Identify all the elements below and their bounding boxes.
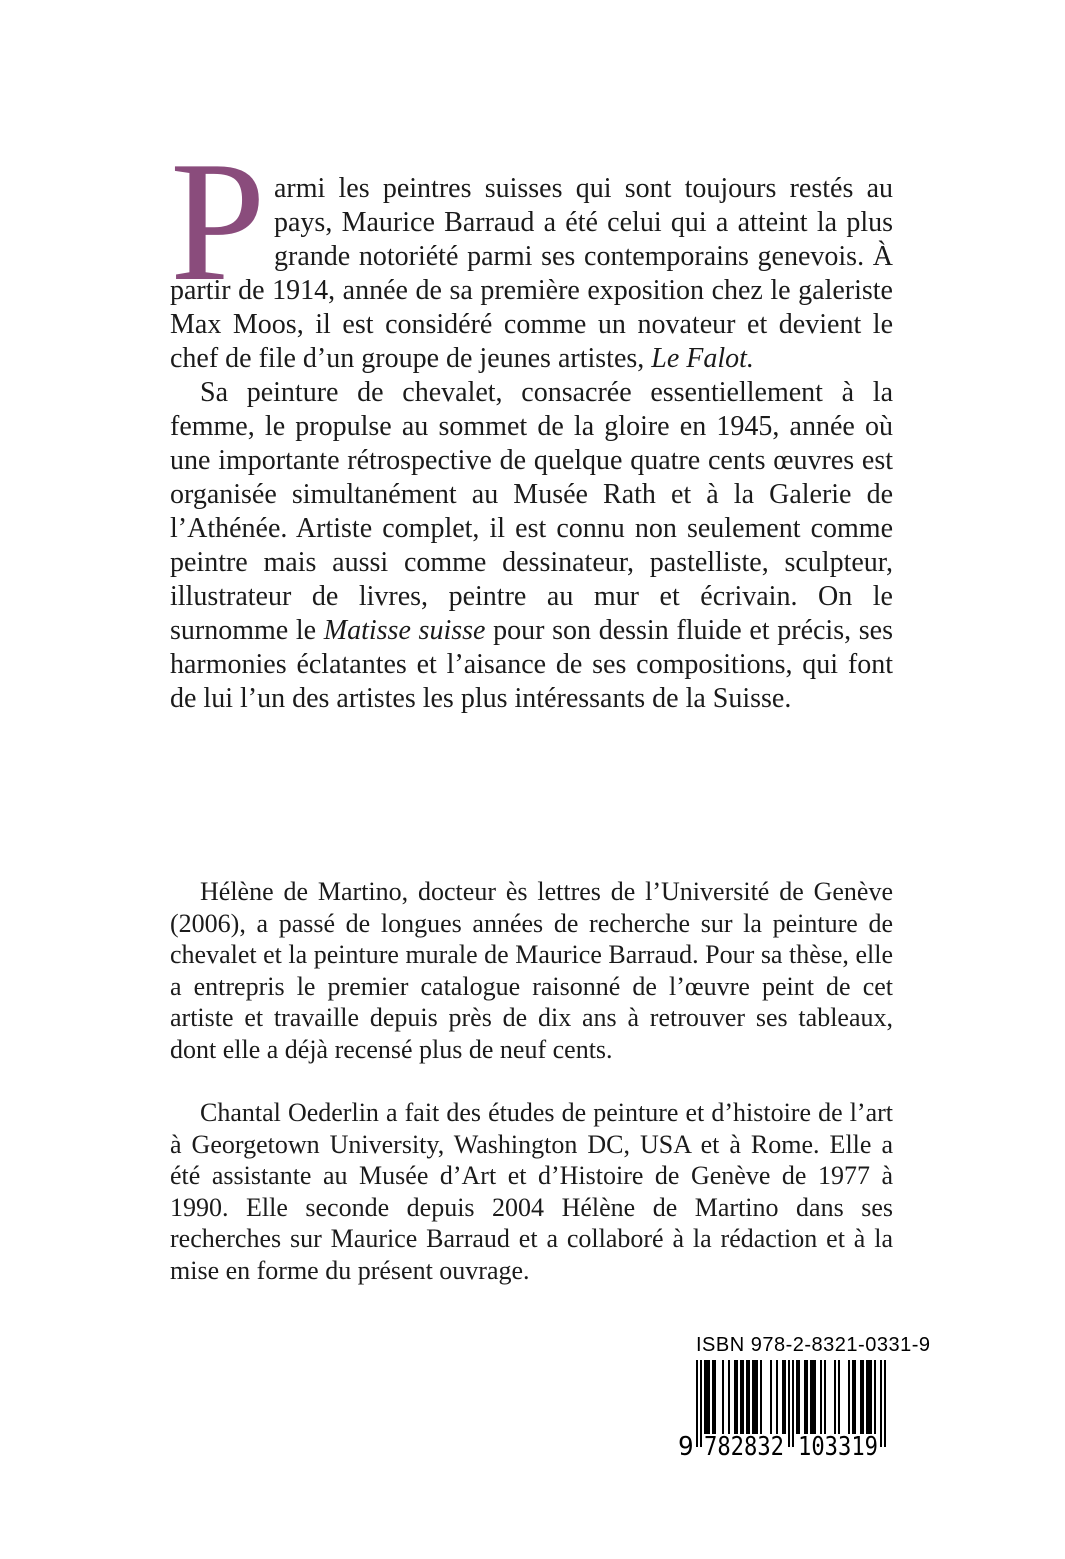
author-bios-block <box>170 876 893 1318</box>
synopsis-paragraph-2 <box>170 376 893 716</box>
synopsis-paragraph-1-text: armi les peintres suisses qui sont toujours restés au pays, Maurice Barraud a été celui qui a atteint la plus grande notoriété parmi ses contemporains genevois. À partir de 1914, année de sa première exposition chez le galeriste Max Moos, il est considéré comme un novateur et devient le chef de file d’un groupe de jeunes artistes, <box>170 173 893 374</box>
synopsis-paragraph-2-after: pour son dessin fluide et précis, ses harmonies éclatantes et l’aisance de ses compositions, qui font de lui l’un des artistes les plus intéressants de la Suisse. <box>170 615 894 714</box>
isbn-label: ISBN 978-2-8321-0331-9 <box>696 1334 931 1356</box>
synopsis-paragraph-1-italic: Le Falot. <box>651 343 754 374</box>
ean13-barcode-image <box>676 1360 888 1457</box>
ean-group1-digits: 782832 <box>704 1432 784 1457</box>
synopsis-paragraph-1 <box>170 127 893 376</box>
ean-first-digit: 9 <box>678 1432 694 1457</box>
dropcap-letter: P <box>170 127 266 317</box>
bio-helene-de-martino: Hélène de Martino, docteur ès lettres de l’Université de Genève (2006), a passé de longues années de recherche sur la peinture de chevalet et la peinture murale de Maurice Barraud. Pour sa thèse, elle a entrepris le premier catalogue raisonné de l’œuvre peint de cet artiste et travaille depuis près de dix ans à retrouver ses tableaux, dont elle a déjà recensé plus de neuf cents. <box>170 877 893 1064</box>
synopsis-block <box>170 127 894 716</box>
isbn-barcode <box>676 1334 931 1457</box>
bio-chantal-oederlin: Chantal Oederlin a fait des études de peinture et d’histoire de l’art à Georgetown University, Washington DC, USA et à Rome. Elle a été assistante au Musée d’Art et d’Histoire de Genève de 1977 à 1990. Elle seconde depuis 2004 Hélène de Martino dans ses recherches sur Maurice Barraud et a collaboré à la rédaction et à la mise en forme du présent ouvrage. <box>170 1098 893 1285</box>
synopsis-paragraph-2-text: Sa peinture de chevalet, consacrée essentiellement à la femme, le propulse au sommet de la gloire en 1945, année où une importante rétrospective de quelque quatre cents œuvres est organisée simultanément au Musée Rath et à la Galerie de l’Athénée. Artiste complet, il est connu non seulement comme peintre mais aussi comme dessinateur, pastelliste, sculpteur, illustrateur de livres, peintre au mur et écrivain. On le surnomme le <box>170 377 893 646</box>
ean-group2-digits: 103319 <box>798 1432 878 1457</box>
synopsis-paragraph-2-italic: Matisse suisse <box>323 615 486 646</box>
